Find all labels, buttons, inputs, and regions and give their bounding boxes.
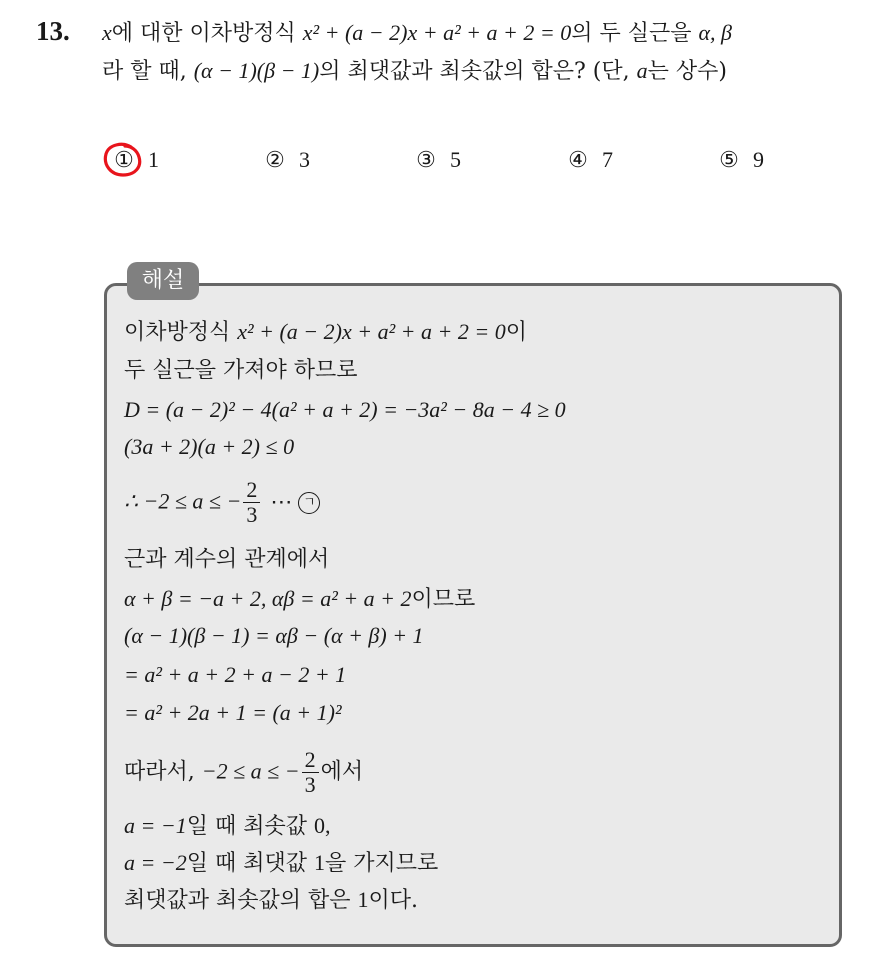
question-text: 라 할 때, bbox=[102, 59, 194, 84]
choice-marker: ⑤ bbox=[719, 148, 739, 173]
choice-value: 5 bbox=[450, 147, 461, 172]
solution-math: ⋯ bbox=[270, 488, 293, 514]
question-variable: a bbox=[636, 58, 648, 83]
question-roots: α, β bbox=[698, 20, 732, 45]
solution-text: 최댓값과 최솟값의 합은 bbox=[124, 888, 358, 913]
solution-math: = a² + a + 2 + a − 2 + 1 bbox=[124, 662, 347, 687]
solution-text: 일 때 최솟값 bbox=[186, 814, 314, 839]
solution-line-3 bbox=[124, 395, 566, 426]
choice-marker: ② bbox=[265, 148, 285, 173]
solution-line-13 bbox=[124, 848, 438, 879]
question-line-2 bbox=[102, 54, 727, 89]
solution-text: 일 때 최댓값 bbox=[186, 851, 314, 876]
solution-math: a = −1 bbox=[124, 813, 187, 838]
solution-text: 근과 계수의 관계에서 bbox=[124, 547, 330, 572]
solution-text: 이다. bbox=[368, 888, 419, 913]
solution-text: 이므로 bbox=[411, 587, 476, 612]
solution-math: −2 ≤ a ≤ − bbox=[201, 758, 300, 784]
fraction-denominator: 3 bbox=[246, 502, 258, 527]
solution-line-12 bbox=[124, 811, 330, 842]
choice-5[interactable] bbox=[717, 140, 764, 181]
solution-line-11 bbox=[124, 748, 363, 797]
solution-line-1 bbox=[124, 317, 527, 348]
question-expression: (α − 1)(β − 1) bbox=[193, 58, 320, 83]
question-line-1 bbox=[102, 16, 732, 51]
solution-tag: 해설 bbox=[127, 262, 199, 300]
choice-4[interactable] bbox=[566, 140, 613, 181]
solution-line-5 bbox=[124, 478, 320, 527]
solution-math: 1 bbox=[313, 850, 325, 875]
question-text: 의 최댓값과 최솟값의 합은? (단, bbox=[319, 59, 637, 84]
solution-text: 이차방정식 bbox=[124, 320, 238, 345]
question-text: 의 두 실근을 bbox=[571, 21, 699, 46]
choice-2[interactable] bbox=[263, 140, 310, 181]
solution-line-9 bbox=[124, 660, 346, 691]
solution-line-7 bbox=[124, 584, 475, 615]
solution-math: 1 bbox=[357, 887, 369, 912]
solution-text: 이 bbox=[505, 320, 527, 345]
solution-line-10 bbox=[124, 698, 342, 729]
choice-value: 1 bbox=[148, 147, 159, 172]
fraction bbox=[302, 748, 319, 797]
solution-math: ∴ −2 ≤ a ≤ − bbox=[124, 488, 242, 514]
solution-line-2 bbox=[124, 356, 358, 386]
solution-line-8 bbox=[124, 621, 424, 652]
fraction bbox=[243, 478, 260, 527]
question-variable: x bbox=[102, 20, 112, 45]
solution-text: 에서 bbox=[320, 759, 364, 785]
solution-text: 두 실근을 가져야 하므로 bbox=[124, 358, 358, 383]
solution-line-4 bbox=[124, 432, 294, 463]
solution-line-14 bbox=[124, 885, 418, 916]
choice-value: 9 bbox=[753, 147, 764, 172]
solution-text: 따라서, bbox=[124, 759, 202, 785]
solution-math: (α − 1)(β − 1) = αβ − (α + β) + 1 bbox=[124, 623, 424, 648]
solution-math: (3a + 2)(a + 2) ≤ 0 bbox=[124, 434, 295, 459]
choice-marker: ④ bbox=[568, 148, 588, 173]
solution-math: a = −2 bbox=[124, 850, 187, 875]
question-number: 13. bbox=[36, 16, 70, 46]
question-text: 는 상수) bbox=[647, 59, 727, 84]
fraction-numerator: 2 bbox=[302, 748, 319, 773]
choice-value: 7 bbox=[602, 147, 613, 172]
circled-giyeok-icon: ㄱ bbox=[298, 492, 320, 514]
fraction-numerator: 2 bbox=[243, 478, 260, 503]
selected-answer-circle-icon bbox=[101, 140, 147, 180]
question-equation: x² + (a − 2)x + a² + a + 2 = 0 bbox=[302, 20, 572, 45]
solution-math: D = (a − 2)² − 4(a² + a + 2) = −3a² − 8a − 4 ≥ 0 bbox=[124, 397, 566, 422]
solution-math: 0, bbox=[313, 813, 331, 838]
solution-line-6 bbox=[124, 545, 329, 575]
solution-math: x² + (a − 2)x + a² + a + 2 = 0 bbox=[237, 319, 506, 344]
solution-math: α + β = −a + 2, αβ = a² + a + 2 bbox=[124, 586, 412, 611]
choice-value: 3 bbox=[299, 147, 310, 172]
solution-math: = a² + 2a + 1 = (a + 1)² bbox=[124, 700, 342, 725]
choice-3[interactable] bbox=[414, 140, 461, 181]
fraction-denominator: 3 bbox=[304, 772, 316, 797]
choice-marker: ③ bbox=[416, 148, 436, 173]
solution-text: 을 가지므로 bbox=[324, 851, 439, 876]
choice-marker: ① bbox=[114, 148, 134, 173]
question-text: 에 대한 이차방정식 bbox=[111, 21, 303, 46]
